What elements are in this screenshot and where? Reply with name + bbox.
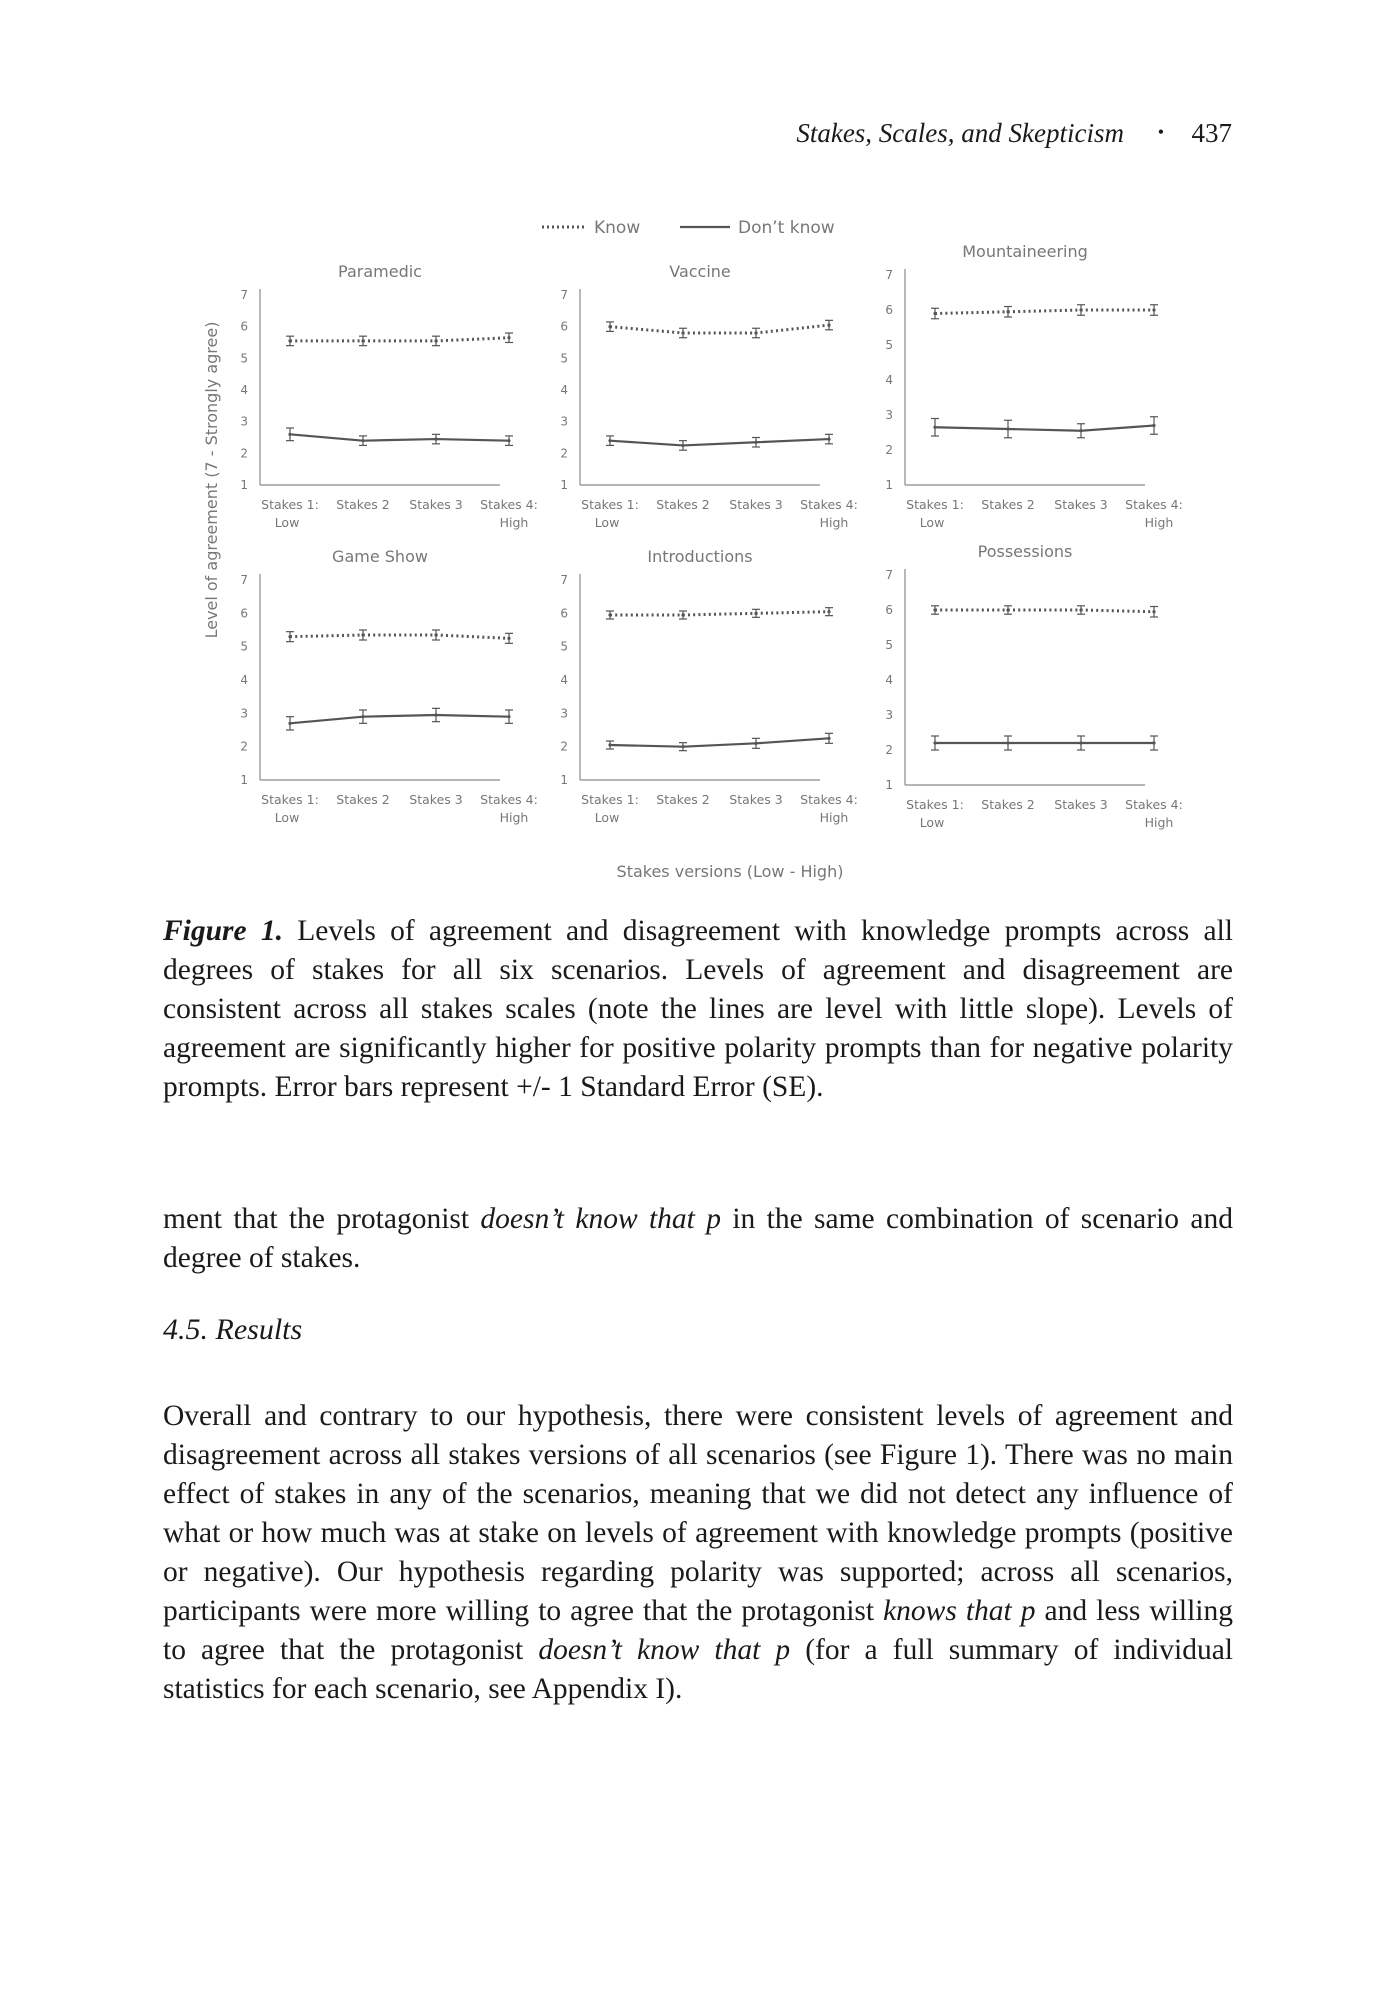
figure-legend <box>542 218 835 238</box>
chart-possessions <box>885 542 1182 830</box>
data-point <box>434 339 437 342</box>
data-point <box>827 610 830 613</box>
y-tick-label: 5 <box>885 638 893 652</box>
series-don-t-know-line <box>610 738 829 746</box>
y-tick-label: 4 <box>885 673 893 687</box>
data-point <box>754 612 757 615</box>
data-point <box>827 323 830 326</box>
x-tick-label: Stakes 3 <box>729 792 783 807</box>
y-tick-label: 6 <box>560 319 568 334</box>
y-tick-label: 5 <box>560 351 568 366</box>
data-point <box>434 633 437 636</box>
series-know-line <box>935 610 1154 612</box>
y-tick-label: 3 <box>240 706 248 721</box>
y-tick-label: 3 <box>240 414 248 429</box>
data-point <box>608 743 611 746</box>
running-bullet: • <box>1157 122 1164 142</box>
x-tick-sublabel: Low <box>274 515 300 530</box>
y-tick-label: 5 <box>240 639 248 654</box>
x-tick-label: Stakes 1: <box>261 497 319 512</box>
text-run: ment that the protagonist <box>163 1203 481 1235</box>
y-tick-label: 1 <box>560 478 568 492</box>
x-tick-label: Stakes 2 <box>336 497 390 512</box>
y-tick-label: 1 <box>885 478 893 492</box>
y-tick-label: 7 <box>885 268 893 282</box>
running-head <box>700 118 1232 158</box>
x-tick-sublabel: Low <box>919 815 945 830</box>
text-run-italic: doesn’t know that p <box>480 1203 721 1235</box>
x-tick-label: Stakes 4: <box>1125 797 1183 812</box>
chart-vaccine <box>560 262 857 530</box>
chart-game-show <box>240 547 537 825</box>
data-point <box>827 737 830 740</box>
y-tick-label: 7 <box>560 573 568 587</box>
data-point <box>1152 610 1155 613</box>
y-tick-label: 7 <box>560 288 568 302</box>
data-point <box>1006 608 1009 611</box>
y-tick-label: 4 <box>560 383 568 397</box>
y-tick-label: 1 <box>240 773 248 787</box>
x-tick-sublabel: Low <box>594 515 620 530</box>
data-point <box>288 722 291 725</box>
text-run-italic: knows that p <box>883 1595 1036 1627</box>
text-run: Overall and contrary to our hypothesis, there were consistent levels of agreement and disagreement across all stakes versions of all scenarios (see Figure 1). There was no main effect of stakes in any of the scenarios, meaning that we did not detect any influence of what or how much was at stake on levels of agreement with knowledge prompts (positive or negative). Our hypothesis regarding polarity was supported; across all scenarios, participants were more willing to agree that the protagonist <box>163 1400 1233 1627</box>
text-run: in the same combination of scenario and degree of stakes. <box>163 1203 1233 1274</box>
x-tick-label: Stakes 2 <box>656 497 710 512</box>
chart-introductions <box>560 547 857 825</box>
data-point <box>361 633 364 636</box>
data-point <box>434 437 437 440</box>
y-tick-label: 2 <box>885 743 893 757</box>
y-tick-label: 2 <box>240 739 248 754</box>
data-point <box>754 331 757 334</box>
data-point <box>507 715 510 718</box>
y-tick-label: 4 <box>240 383 248 397</box>
body-paragraph-results <box>163 1397 1233 1709</box>
page-number: 437 <box>1191 118 1232 148</box>
y-tick-label: 5 <box>240 351 248 366</box>
data-point <box>288 339 291 342</box>
section-heading: 4.5. Results <box>163 1313 303 1346</box>
y-tick-label: 3 <box>885 408 893 422</box>
data-point <box>1079 308 1082 311</box>
x-tick-label: Stakes 3 <box>1054 497 1108 512</box>
x-tick-label: Stakes 1: <box>906 497 964 512</box>
legend-dont-know-label: Don’t know <box>738 218 835 238</box>
data-point <box>608 325 611 328</box>
series-know-line <box>290 635 509 638</box>
x-tick-label: Stakes 2 <box>656 792 710 807</box>
data-point <box>1152 308 1155 311</box>
y-tick-label: 5 <box>885 338 893 352</box>
x-tick-label: Stakes 1: <box>906 797 964 812</box>
y-tick-label: 6 <box>885 603 893 617</box>
data-point <box>681 331 684 334</box>
x-tick-label: Stakes 2 <box>336 792 390 807</box>
x-tick-label: Stakes 4: <box>1125 497 1183 512</box>
x-tick-label: Stakes 3 <box>729 497 783 512</box>
y-tick-label: 7 <box>240 288 248 302</box>
x-tick-label: Stakes 3 <box>409 497 463 512</box>
data-point <box>288 635 291 638</box>
y-tick-label: 6 <box>240 606 248 621</box>
data-point <box>1079 429 1082 432</box>
y-tick-label: 2 <box>560 446 568 461</box>
y-tick-label: 7 <box>885 568 893 582</box>
y-tick-label: 4 <box>560 673 568 687</box>
y-tick-label: 6 <box>560 606 568 621</box>
x-tick-label: Stakes 3 <box>1054 797 1108 812</box>
series-don-t-know-line <box>935 426 1154 431</box>
y-tick-label: 2 <box>560 739 568 754</box>
data-point <box>1079 608 1082 611</box>
data-point <box>608 439 611 442</box>
y-tick-label: 6 <box>240 319 248 334</box>
running-title: Stakes, Scales, and Skepticism <box>796 118 1124 148</box>
x-tick-label: Stakes 1: <box>581 497 639 512</box>
x-tick-sublabel: High <box>1144 515 1174 530</box>
chart-title: Game Show <box>332 547 428 566</box>
y-tick-label: 2 <box>240 446 248 461</box>
y-tick-label: 7 <box>240 573 248 587</box>
text-run: and less willing to agree that the protagonist <box>163 1595 1233 1666</box>
y-tick-label: 3 <box>885 708 893 722</box>
figure-caption-label: Figure 1. <box>163 915 283 947</box>
y-tick-label: 1 <box>885 778 893 792</box>
data-point <box>434 713 437 716</box>
data-point <box>1006 741 1009 744</box>
data-point <box>1152 741 1155 744</box>
data-point <box>681 444 684 447</box>
series-don-t-know-line <box>610 439 829 445</box>
data-point <box>1006 310 1009 313</box>
x-tick-sublabel: High <box>1144 815 1174 830</box>
chart-panels <box>240 242 1182 830</box>
y-axis-label: Level of agreement (7 - Strongly agree) <box>202 321 221 639</box>
data-point <box>507 336 510 339</box>
x-tick-label: Stakes 4: <box>480 497 538 512</box>
data-point <box>754 742 757 745</box>
chart-mountaineering <box>885 242 1182 530</box>
data-point <box>681 613 684 616</box>
text-run-italic: doesn’t know that p <box>538 1634 791 1666</box>
series-don-t-know-line <box>290 434 509 440</box>
data-point <box>933 741 936 744</box>
x-tick-sublabel: High <box>819 810 849 825</box>
data-point <box>361 715 364 718</box>
figure-1 <box>190 200 1210 890</box>
y-tick-label: 6 <box>885 303 893 317</box>
data-point <box>1006 427 1009 430</box>
body-paragraph-continued <box>163 1200 1233 1278</box>
data-point <box>507 439 510 442</box>
y-tick-label: 3 <box>560 706 568 721</box>
x-tick-label: Stakes 4: <box>480 792 538 807</box>
data-point <box>288 433 291 436</box>
data-point <box>507 637 510 640</box>
x-tick-label: Stakes 1: <box>261 792 319 807</box>
y-tick-label: 1 <box>560 773 568 787</box>
chart-paramedic <box>240 262 537 530</box>
data-point <box>754 441 757 444</box>
y-tick-label: 1 <box>240 478 248 492</box>
text-run: (for a full summary of individual statistics for each scenario, see Appendix I). <box>163 1634 1233 1705</box>
x-axis-label: Stakes versions (Low - High) <box>616 862 844 881</box>
series-don-t-know-line <box>290 715 509 723</box>
data-point <box>1079 741 1082 744</box>
x-tick-sublabel: Low <box>919 515 945 530</box>
data-point <box>933 426 936 429</box>
series-know-line <box>935 310 1154 314</box>
series-know-line <box>610 325 829 333</box>
chart-title: Introductions <box>647 547 753 566</box>
x-tick-sublabel: Low <box>594 810 620 825</box>
x-tick-label: Stakes 4: <box>800 497 858 512</box>
data-point <box>608 613 611 616</box>
x-tick-label: Stakes 4: <box>800 792 858 807</box>
figure-caption <box>163 912 1233 1107</box>
y-tick-label: 4 <box>240 673 248 687</box>
data-point <box>827 437 830 440</box>
y-tick-label: 2 <box>885 443 893 457</box>
data-point <box>933 608 936 611</box>
series-know-line <box>610 612 829 615</box>
x-tick-label: Stakes 3 <box>409 792 463 807</box>
chart-title: Vaccine <box>669 262 731 281</box>
x-tick-sublabel: High <box>499 810 529 825</box>
data-point <box>361 439 364 442</box>
data-point <box>1152 424 1155 427</box>
y-tick-label: 5 <box>560 639 568 654</box>
data-point <box>361 339 364 342</box>
data-point <box>681 745 684 748</box>
y-tick-label: 4 <box>885 373 893 387</box>
x-tick-sublabel: High <box>819 515 849 530</box>
x-tick-sublabel: High <box>499 515 529 530</box>
y-tick-label: 3 <box>560 414 568 429</box>
figure-caption-text: Levels of agreement and disagreement with knowledge prompts across all degrees of stakes for all six scenarios. Levels of agreement and disagreement are consistent across all stakes scales (note the lines are level with little slope). Levels of agreement are significantly higher for positive polarity prompts than for negative polarity prompts. Error bars represent +/- 1 Standard Error (SE). <box>163 915 1233 1103</box>
x-tick-label: Stakes 1: <box>581 792 639 807</box>
series-know-line <box>290 338 509 341</box>
chart-title: Paramedic <box>338 262 422 281</box>
chart-title: Possessions <box>977 542 1073 561</box>
x-tick-label: Stakes 2 <box>981 497 1035 512</box>
x-tick-sublabel: Low <box>274 810 300 825</box>
data-point <box>933 312 936 315</box>
legend-know-label: Know <box>594 218 641 238</box>
x-tick-label: Stakes 2 <box>981 797 1035 812</box>
chart-title: Mountaineering <box>962 242 1088 261</box>
